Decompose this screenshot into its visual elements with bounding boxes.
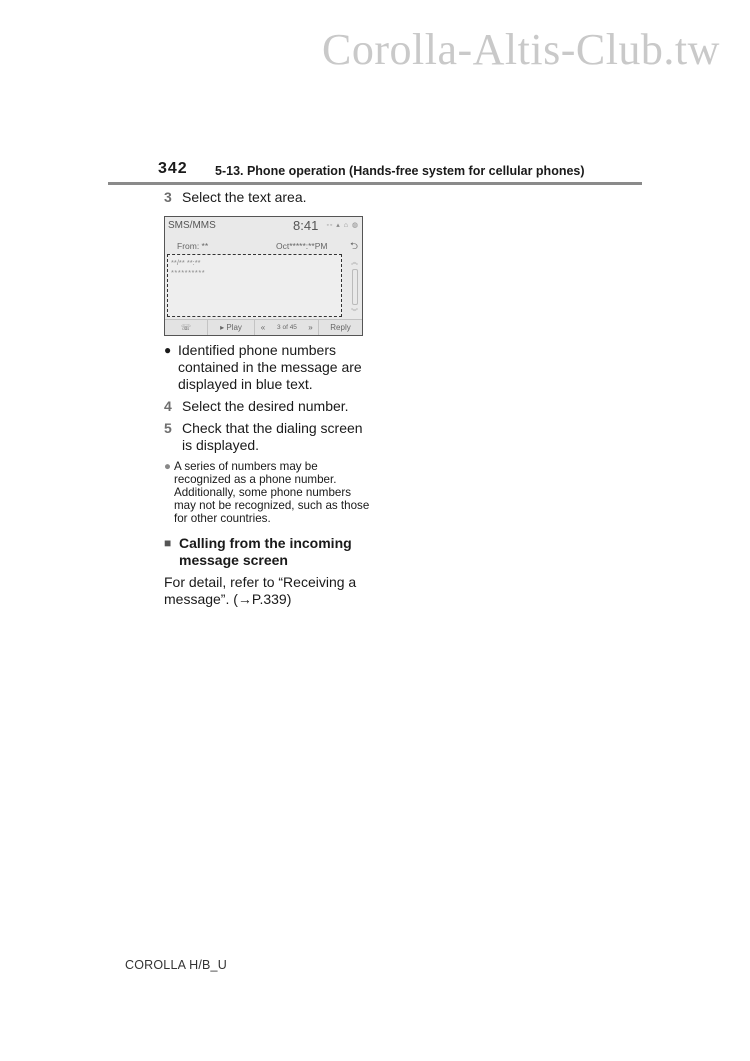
message-date: Oct*****:**PM [276,241,328,251]
scroll-track[interactable] [352,269,358,305]
previous-message-button[interactable]: « [260,323,266,332]
section-title: 5-13. Phone operation (Hands-free system for cellular phones) [215,164,585,178]
step-text: Select the desired number. [182,398,349,414]
page-header [158,160,642,182]
detail-paragraph: For detail, refer to “Receiving a message”. (→P.339) [164,574,357,607]
sms-screen-illustration [164,216,363,336]
screen-title: SMS/MMS [168,220,216,231]
play-button[interactable]: ▸ Play [208,320,255,335]
message-page-indicator: 3 of 45 [277,324,297,331]
step-text: Select the text area. [182,189,307,205]
header-divider [108,182,642,185]
subheading-calling [164,535,374,569]
message-timestamp: **/** **:** [171,258,201,267]
square-bullet-icon: ■ [164,536,172,550]
step-5 [164,420,374,454]
step-4 [164,398,374,415]
watermark: Corolla-Altis-Club.tw [322,25,720,74]
footer-label: COROLLA H/B_U [125,958,227,972]
screen-clock: 8:41 [293,218,319,233]
page-number: 342 [158,160,188,177]
status-icons: ◦◦ ▴ ⌂ ◍ [326,222,359,229]
step-number: 4 [164,398,172,414]
next-message-button[interactable]: » [303,320,319,335]
bullet-identified-numbers [164,342,374,393]
scroll-down-icon[interactable]: ︾ [351,309,358,316]
back-icon[interactable]: ⮌ [349,241,358,252]
scroll-up-icon[interactable]: ︽ [351,259,358,266]
call-button[interactable]: ☏ [165,320,208,335]
step-number: 3 [164,189,172,205]
note-bullet-icon: ● [164,460,172,473]
note-block [164,460,370,525]
message-text-area[interactable] [167,254,342,317]
step-3 [164,189,374,206]
scrollbar[interactable] [351,257,357,317]
screen-bottom-bar [165,319,362,335]
message-body: ********** [171,268,206,277]
subheading-text: Calling from the incoming message screen [179,535,352,568]
message-from: From: ** [177,241,209,251]
screen-status-bar [165,217,362,235]
bullet-text: Identified phone numbers contained in the message are displayed in blue text. [178,342,362,392]
step-text: Check that the dialing screen is displayed. [182,420,363,453]
bullet-icon: ● [164,343,172,357]
note-text: A series of numbers may be recognized as a phone number. Additionally, some phone numbers may not be recognized, such as those for other countries. [174,460,370,525]
reply-button[interactable]: Reply [330,323,351,332]
step-number: 5 [164,420,172,436]
